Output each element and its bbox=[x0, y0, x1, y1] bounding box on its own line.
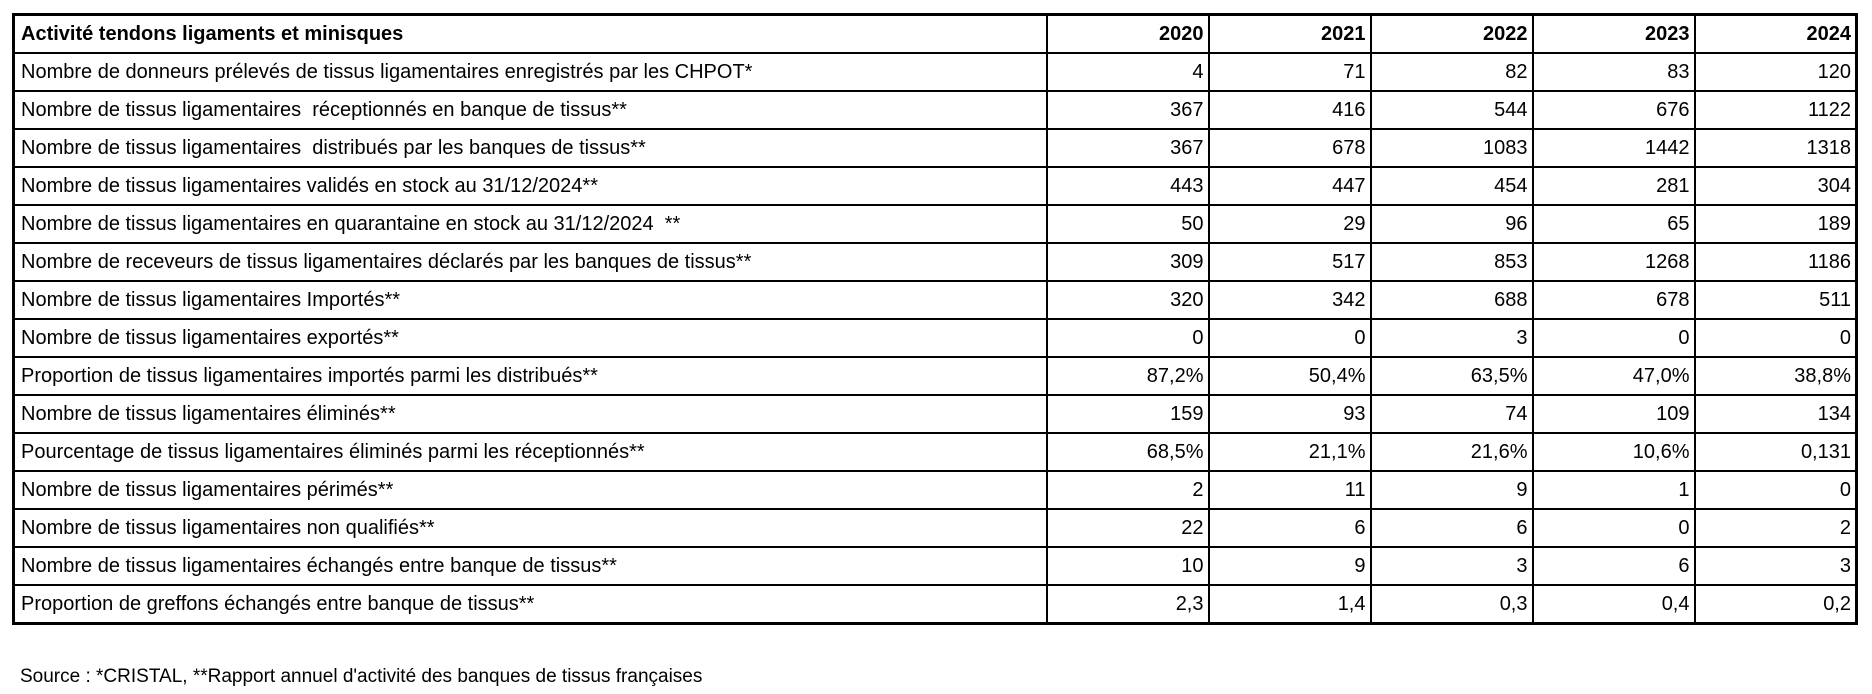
cell-value: 109 bbox=[1533, 395, 1695, 433]
cell-value: 87,2% bbox=[1047, 357, 1209, 395]
cell-value: 416 bbox=[1209, 91, 1371, 129]
cell-value: 65 bbox=[1533, 205, 1695, 243]
header-year: 2020 bbox=[1047, 15, 1209, 54]
table-row bbox=[14, 509, 1857, 547]
cell-value: 367 bbox=[1047, 129, 1209, 167]
cell-value: 688 bbox=[1371, 281, 1533, 319]
cell-value: 4 bbox=[1047, 53, 1209, 91]
cell-value: 21,6% bbox=[1371, 433, 1533, 471]
cell-value: 189 bbox=[1695, 205, 1857, 243]
cell-value: 68,5% bbox=[1047, 433, 1209, 471]
cell-value: 9 bbox=[1209, 547, 1371, 585]
table-row bbox=[14, 281, 1857, 319]
cell-value: 71 bbox=[1209, 53, 1371, 91]
header-year: 2023 bbox=[1533, 15, 1695, 54]
cell-value: 96 bbox=[1371, 205, 1533, 243]
cell-value: 0,4 bbox=[1533, 585, 1695, 624]
table-row bbox=[14, 53, 1857, 91]
row-label: Proportion de greffons échangés entre banque de tissus** bbox=[14, 585, 1047, 624]
header-row bbox=[14, 15, 1857, 54]
header-year: 2022 bbox=[1371, 15, 1533, 54]
cell-value: 2,3 bbox=[1047, 585, 1209, 624]
cell-value: 309 bbox=[1047, 243, 1209, 281]
cell-value: 517 bbox=[1209, 243, 1371, 281]
table-row bbox=[14, 205, 1857, 243]
table-row bbox=[14, 319, 1857, 357]
cell-value: 0 bbox=[1695, 319, 1857, 357]
cell-value: 304 bbox=[1695, 167, 1857, 205]
cell-value: 3 bbox=[1695, 547, 1857, 585]
row-label: Nombre de receveurs de tissus ligamentaires déclarés par les banques de tissus** bbox=[14, 243, 1047, 281]
cell-value: 159 bbox=[1047, 395, 1209, 433]
cell-value: 1442 bbox=[1533, 129, 1695, 167]
table-row bbox=[14, 471, 1857, 509]
cell-value: 1083 bbox=[1371, 129, 1533, 167]
cell-value: 63,5% bbox=[1371, 357, 1533, 395]
cell-value: 29 bbox=[1209, 205, 1371, 243]
row-label: Nombre de tissus ligamentaires Importés** bbox=[14, 281, 1047, 319]
table-row bbox=[14, 585, 1857, 624]
cell-value: 6 bbox=[1209, 509, 1371, 547]
cell-value: 134 bbox=[1695, 395, 1857, 433]
cell-value: 47,0% bbox=[1533, 357, 1695, 395]
cell-value: 367 bbox=[1047, 91, 1209, 129]
row-label: Pourcentage de tissus ligamentaires éliminés parmi les réceptionnés** bbox=[14, 433, 1047, 471]
cell-value: 50,4% bbox=[1209, 357, 1371, 395]
cell-value: 676 bbox=[1533, 91, 1695, 129]
cell-value: 0 bbox=[1695, 471, 1857, 509]
row-label: Nombre de donneurs prélevés de tissus ligamentaires enregistrés par les CHPOT* bbox=[14, 53, 1047, 91]
table-row bbox=[14, 167, 1857, 205]
cell-value: 6 bbox=[1371, 509, 1533, 547]
cell-value: 511 bbox=[1695, 281, 1857, 319]
cell-value: 1186 bbox=[1695, 243, 1857, 281]
row-label: Nombre de tissus ligamentaires réceptionnés en banque de tissus** bbox=[14, 91, 1047, 129]
cell-value: 0 bbox=[1209, 319, 1371, 357]
table-row bbox=[14, 357, 1857, 395]
cell-value: 1 bbox=[1533, 471, 1695, 509]
cell-value: 443 bbox=[1047, 167, 1209, 205]
table-row bbox=[14, 433, 1857, 471]
cell-value: 678 bbox=[1209, 129, 1371, 167]
row-label: Nombre de tissus ligamentaires en quarantaine en stock au 31/12/2024 ** bbox=[14, 205, 1047, 243]
activity-table-container bbox=[12, 13, 1857, 625]
row-label: Nombre de tissus ligamentaires échangés entre banque de tissus** bbox=[14, 547, 1047, 585]
cell-value: 6 bbox=[1533, 547, 1695, 585]
cell-value: 0 bbox=[1533, 319, 1695, 357]
header-year: 2024 bbox=[1695, 15, 1857, 54]
activity-table bbox=[12, 13, 1858, 625]
cell-value: 544 bbox=[1371, 91, 1533, 129]
cell-value: 678 bbox=[1533, 281, 1695, 319]
cell-value: 3 bbox=[1371, 319, 1533, 357]
cell-value: 2 bbox=[1047, 471, 1209, 509]
source-note: Source : *CRISTAL, **Rapport annuel d'activité des banques de tissus françaises bbox=[20, 666, 703, 687]
header-year: 2021 bbox=[1209, 15, 1371, 54]
cell-value: 21,1% bbox=[1209, 433, 1371, 471]
cell-value: 38,8% bbox=[1695, 357, 1857, 395]
table-row bbox=[14, 243, 1857, 281]
table-row bbox=[14, 547, 1857, 585]
cell-value: 3 bbox=[1371, 547, 1533, 585]
cell-value: 853 bbox=[1371, 243, 1533, 281]
cell-value: 447 bbox=[1209, 167, 1371, 205]
cell-value: 10,6% bbox=[1533, 433, 1695, 471]
row-label: Nombre de tissus ligamentaires validés en stock au 31/12/2024** bbox=[14, 167, 1047, 205]
cell-value: 320 bbox=[1047, 281, 1209, 319]
table-row bbox=[14, 395, 1857, 433]
cell-value: 22 bbox=[1047, 509, 1209, 547]
cell-value: 1268 bbox=[1533, 243, 1695, 281]
row-label: Nombre de tissus ligamentaires non qualifiés** bbox=[14, 509, 1047, 547]
table-row bbox=[14, 91, 1857, 129]
cell-value: 11 bbox=[1209, 471, 1371, 509]
cell-value: 10 bbox=[1047, 547, 1209, 585]
row-label: Nombre de tissus ligamentaires périmés** bbox=[14, 471, 1047, 509]
row-label: Nombre de tissus ligamentaires distribués par les banques de tissus** bbox=[14, 129, 1047, 167]
table-row bbox=[14, 129, 1857, 167]
row-label: Nombre de tissus ligamentaires éliminés** bbox=[14, 395, 1047, 433]
row-label: Proportion de tissus ligamentaires importés parmi les distribués** bbox=[14, 357, 1047, 395]
cell-value: 50 bbox=[1047, 205, 1209, 243]
cell-value: 1,4 bbox=[1209, 585, 1371, 624]
cell-value: 0,131 bbox=[1695, 433, 1857, 471]
cell-value: 93 bbox=[1209, 395, 1371, 433]
cell-value: 342 bbox=[1209, 281, 1371, 319]
cell-value: 1122 bbox=[1695, 91, 1857, 129]
cell-value: 0,3 bbox=[1371, 585, 1533, 624]
cell-value: 281 bbox=[1533, 167, 1695, 205]
cell-value: 82 bbox=[1371, 53, 1533, 91]
header-label: Activité tendons ligaments et minisques bbox=[14, 15, 1047, 54]
table-body bbox=[14, 53, 1857, 624]
cell-value: 0,2 bbox=[1695, 585, 1857, 624]
cell-value: 0 bbox=[1047, 319, 1209, 357]
cell-value: 9 bbox=[1371, 471, 1533, 509]
cell-value: 74 bbox=[1371, 395, 1533, 433]
cell-value: 1318 bbox=[1695, 129, 1857, 167]
cell-value: 120 bbox=[1695, 53, 1857, 91]
row-label: Nombre de tissus ligamentaires exportés** bbox=[14, 319, 1047, 357]
cell-value: 454 bbox=[1371, 167, 1533, 205]
cell-value: 0 bbox=[1533, 509, 1695, 547]
cell-value: 2 bbox=[1695, 509, 1857, 547]
cell-value: 83 bbox=[1533, 53, 1695, 91]
